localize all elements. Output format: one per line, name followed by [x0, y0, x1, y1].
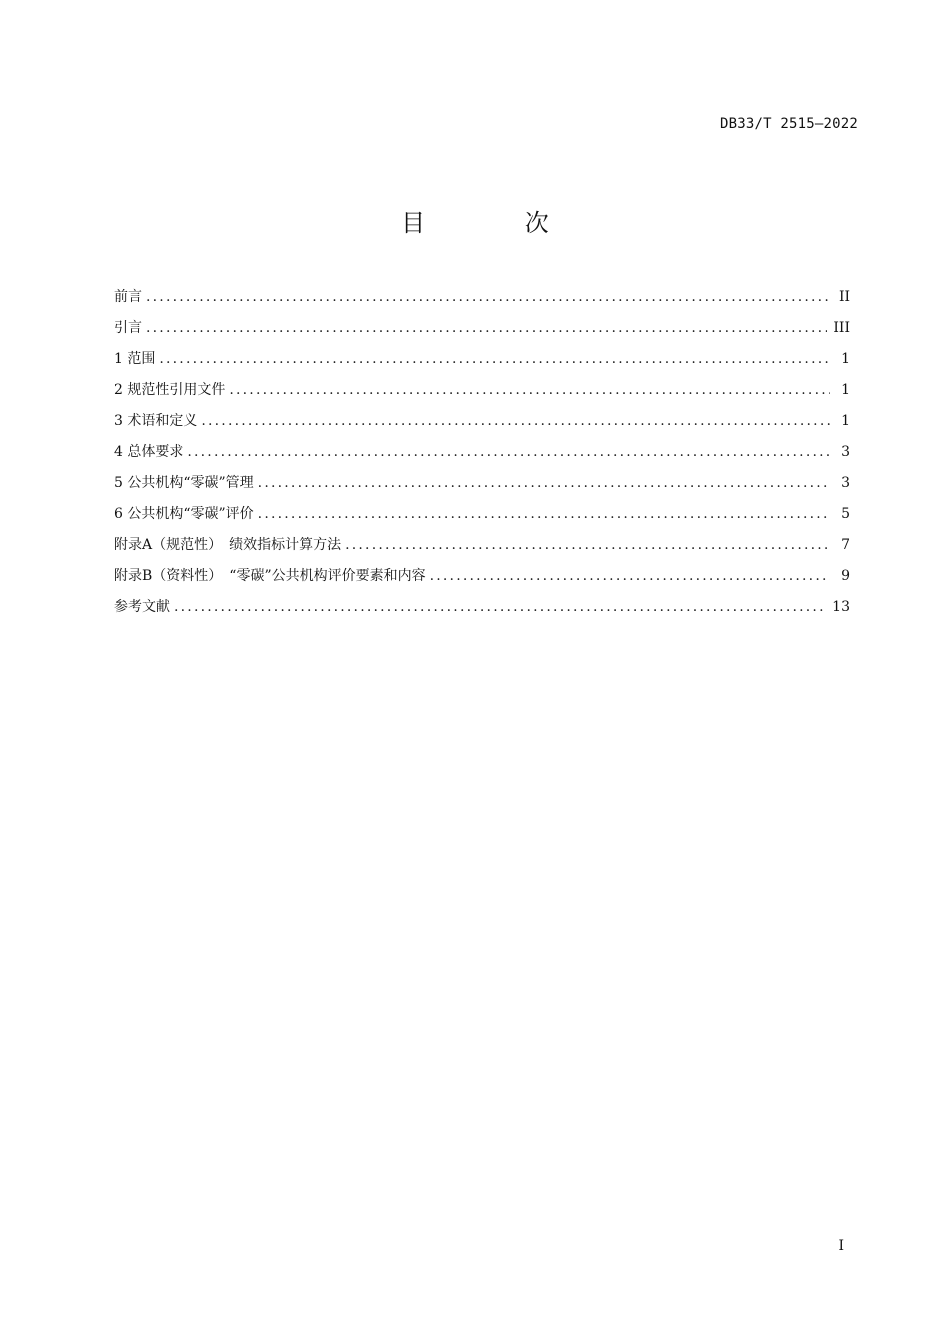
toc-entry-page: 1 — [841, 382, 850, 398]
toc-entry-bibliography[interactable] — [114, 594, 850, 625]
toc-entry-page: 3 — [841, 444, 850, 460]
toc-entry-appendix-a[interactable] — [114, 532, 850, 563]
toc-entry-page: 1 — [841, 351, 850, 367]
dot-leader — [187, 439, 830, 465]
dot-leader — [229, 377, 830, 403]
toc-entry-label: 6 公共机构“零碳”评价 — [114, 506, 254, 522]
toc-entry-page: III — [833, 320, 850, 336]
toc-entry-general-requirements[interactable] — [114, 439, 850, 470]
page-title: 目 次 — [401, 209, 595, 237]
toc-entry-foreword[interactable] — [114, 284, 850, 315]
toc-entry-page: II — [838, 289, 850, 305]
toc-entry-page: 13 — [832, 599, 850, 615]
toc-entry-label: 附录A（规范性） 绩效指标计算方法 — [114, 537, 342, 553]
toc-entry-label: 参考文献 — [114, 599, 170, 615]
toc-entry-appendix-b[interactable] — [114, 563, 850, 594]
toc-entry-label: 前言 — [114, 289, 142, 305]
dot-leader — [146, 315, 827, 341]
toc-entry-label: 3 术语和定义 — [114, 413, 198, 429]
toc-entry-zero-carbon-management[interactable] — [114, 470, 850, 501]
document-code: DB33/T 2515—2022 — [719, 116, 858, 132]
toc-entry-page: 7 — [841, 537, 850, 553]
toc-entry-page: 3 — [841, 475, 850, 491]
dot-leader — [201, 408, 830, 434]
dot-leader — [258, 501, 830, 527]
toc-entry-page: 5 — [841, 506, 850, 522]
dot-leader — [146, 284, 830, 310]
table-of-contents — [114, 284, 850, 625]
dot-leader — [258, 470, 830, 496]
dot-leader — [345, 532, 830, 558]
toc-entry-scope[interactable] — [114, 346, 850, 377]
toc-entry-zero-carbon-evaluation[interactable] — [114, 501, 850, 532]
toc-entry-page: 9 — [841, 568, 850, 584]
dot-leader — [430, 563, 830, 589]
toc-entry-label: 5 公共机构“零碳”管理 — [114, 475, 254, 491]
dot-leader — [159, 346, 830, 372]
toc-entry-normative-references[interactable] — [114, 377, 850, 408]
toc-entry-terms-definitions[interactable] — [114, 408, 850, 439]
toc-entry-label: 附录B（资料性） “零碳”公共机构评价要素和内容 — [114, 568, 426, 584]
toc-entry-label: 引言 — [114, 320, 142, 336]
toc-entry-label: 2 规范性引用文件 — [114, 382, 226, 398]
toc-entry-introduction[interactable] — [114, 315, 850, 346]
toc-entry-page: 1 — [841, 413, 850, 429]
dot-leader — [174, 594, 826, 620]
toc-entry-label: 1 范围 — [114, 351, 156, 367]
page-number: I — [838, 1238, 844, 1254]
toc-entry-label: 4 总体要求 — [114, 444, 184, 460]
